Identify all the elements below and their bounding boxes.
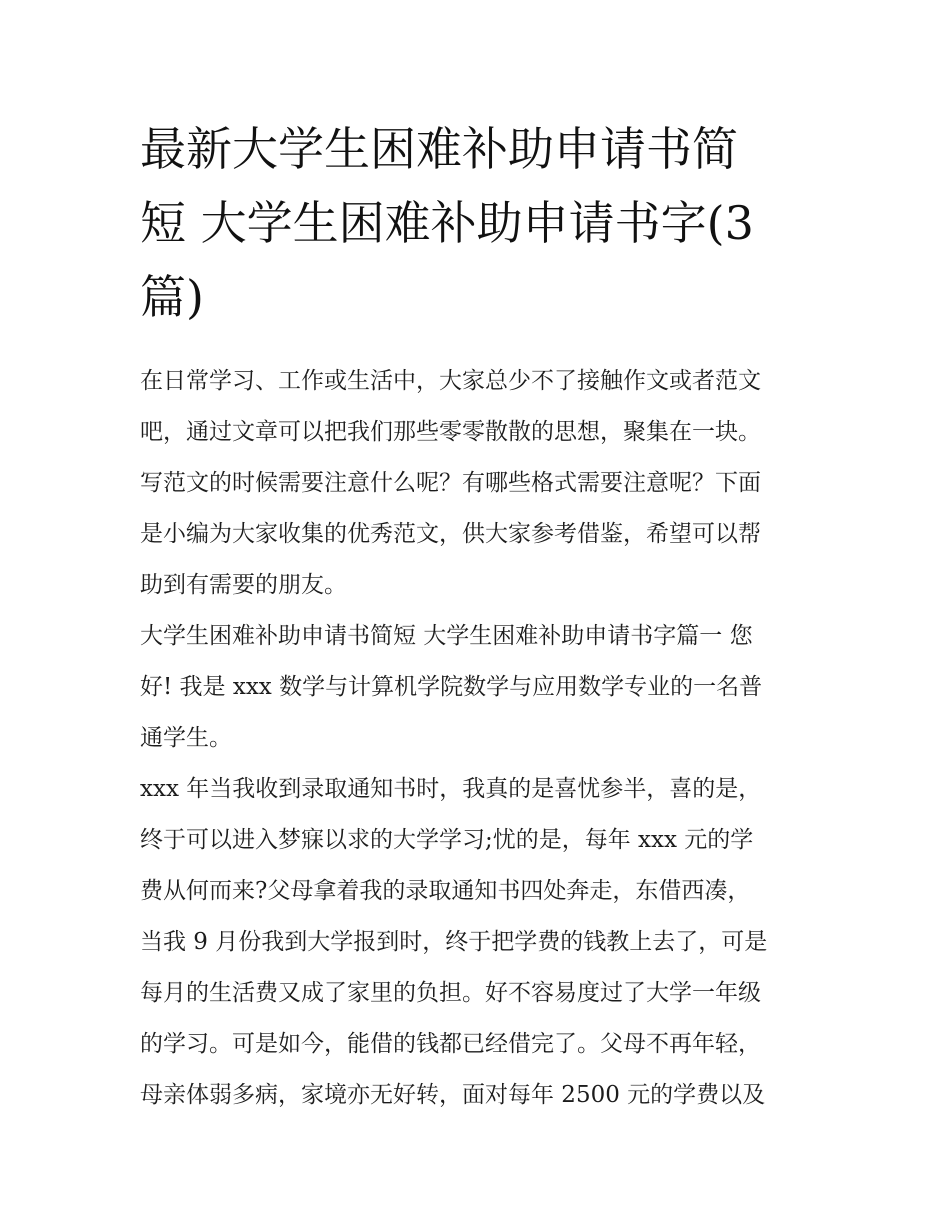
intro-paragraph	[140, 356, 830, 611]
story-paragraph	[140, 764, 830, 1121]
text-line: 母亲体弱多病，家境亦无好转，面对每年 2500 元的学费以及	[140, 1082, 766, 1108]
greeting-paragraph	[140, 611, 830, 764]
text-line: 吧，通过文章可以把我们那些零零散散的思想，聚集在一块。	[140, 419, 761, 445]
text-line: 终于可以进入梦寐以求的大学学习;忧的是，每年 xxx 元的学	[140, 827, 754, 853]
text-line: 通学生。	[140, 725, 232, 751]
text-line: 费从何而来?父母拿着我的录取通知书四处奔走，东借西凑，	[140, 878, 751, 904]
text-line: 大学生困难补助申请书简短 大学生困难补助申请书字篇一 您	[140, 623, 753, 649]
text-line: 助到有需要的朋友。	[140, 572, 347, 598]
text-line: 在日常学习、工作或生活中，大家总少不了接触作文或者范文	[140, 368, 761, 394]
text-line: xxx 年当我收到录取通知书时，我真的是喜忧参半，喜的是，	[140, 776, 762, 802]
title-line: 最新大学生困难补助申请书简	[140, 122, 738, 176]
text-line: 当我 9 月份我到大学报到时，终于把学费的钱教上去了，可是	[140, 929, 768, 955]
text-line: 是小编为大家收集的优秀范文，供大家参考借鉴，希望可以帮	[140, 521, 761, 547]
text-line: 好! 我是 xxx 数学与计算机学院数学与应用数学专业的一名普	[140, 674, 763, 700]
title-line: 篇)	[140, 270, 204, 324]
title-line: 短 大学生困难补助申请书字(3	[140, 196, 754, 250]
text-line: 每月的生活费又成了家里的负担。好不容易度过了大学一年级	[140, 980, 761, 1006]
text-line: 的学习。可是如今，能借的钱都已经借完了。父母不再年轻，	[140, 1031, 761, 1057]
document-title	[140, 112, 820, 334]
document-body	[140, 356, 830, 1121]
text-line: 写范文的时候需要注意什么呢？有哪些格式需要注意呢？下面	[140, 470, 761, 496]
